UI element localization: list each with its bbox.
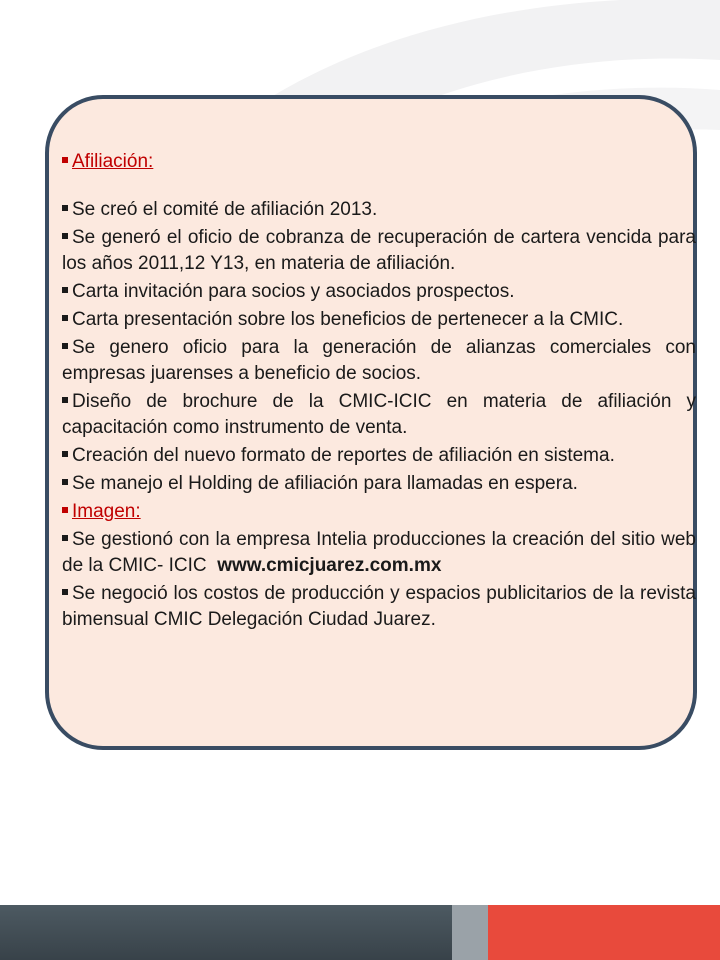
list-item: [62, 307, 696, 333]
footer-bar: [0, 905, 720, 960]
list-item: [62, 279, 696, 305]
list-item-text: Se gestionó con la empresa Intelia producciones la creación del sitio web de la CMIC- ICIC: [62, 529, 696, 576]
square-bullet-icon: [62, 479, 68, 485]
list-item: [62, 335, 696, 387]
square-bullet-icon: [62, 397, 68, 403]
list-item-text: Creación del nuevo formato de reportes de afiliación en sistema.: [72, 445, 615, 466]
square-bullet-icon: [62, 157, 68, 163]
bullet-list: [62, 149, 696, 635]
list-item: [62, 581, 696, 633]
square-bullet-icon: [62, 589, 68, 595]
square-bullet-icon: [62, 343, 68, 349]
list-item-text: Diseño de brochure de la CMIC-ICIC en materia de afiliación y capacitación como instrumento de venta.: [62, 391, 696, 438]
footer-red-segment: [488, 905, 720, 960]
list-item-text: Carta presentación sobre los beneficios de pertenecer a la CMIC.: [72, 309, 624, 330]
list-item: [62, 225, 696, 277]
section-heading-afiliacion: [62, 149, 696, 175]
square-bullet-icon: [62, 535, 68, 541]
square-bullet-icon: [62, 507, 68, 513]
list-item: [62, 527, 696, 579]
list-item-text: Se generó el oficio de cobranza de recuperación de cartera vencida para los años 2011,12 Y13, en materia de afiliación.: [62, 227, 696, 274]
square-bullet-icon: [62, 205, 68, 211]
section-heading-imagen: [62, 499, 696, 525]
square-bullet-icon: [62, 287, 68, 293]
list-item-text: Se genero oficio para la generación de alianzas comerciales con empresas juarenses a beneficio de socios.: [62, 337, 696, 384]
list-item-text: Se creó el comité de afiliación 2013.: [72, 199, 378, 220]
list-item: [62, 443, 696, 469]
footer-grey-segment: [452, 905, 488, 960]
list-item-text: Se negoció los costos de producción y espacios publicitarios de la revista bimensual CMIC Delegación Ciudad Juarez.: [62, 583, 696, 630]
footer-dark-segment: [0, 905, 452, 960]
list-item: [62, 197, 696, 223]
website-url: www.cmicjuarez.com.mx: [217, 555, 442, 576]
list-item-text: Se manejo el Holding de afiliación para llamadas en espera.: [72, 473, 578, 494]
square-bullet-icon: [62, 233, 68, 239]
list-item: [62, 389, 696, 441]
square-bullet-icon: [62, 315, 68, 321]
square-bullet-icon: [62, 451, 68, 457]
heading-text: Imagen:: [72, 501, 141, 522]
heading-text: Afiliación:: [72, 151, 154, 172]
list-item: [62, 471, 696, 497]
list-item-text: Carta invitación para socios y asociados prospectos.: [72, 281, 515, 302]
